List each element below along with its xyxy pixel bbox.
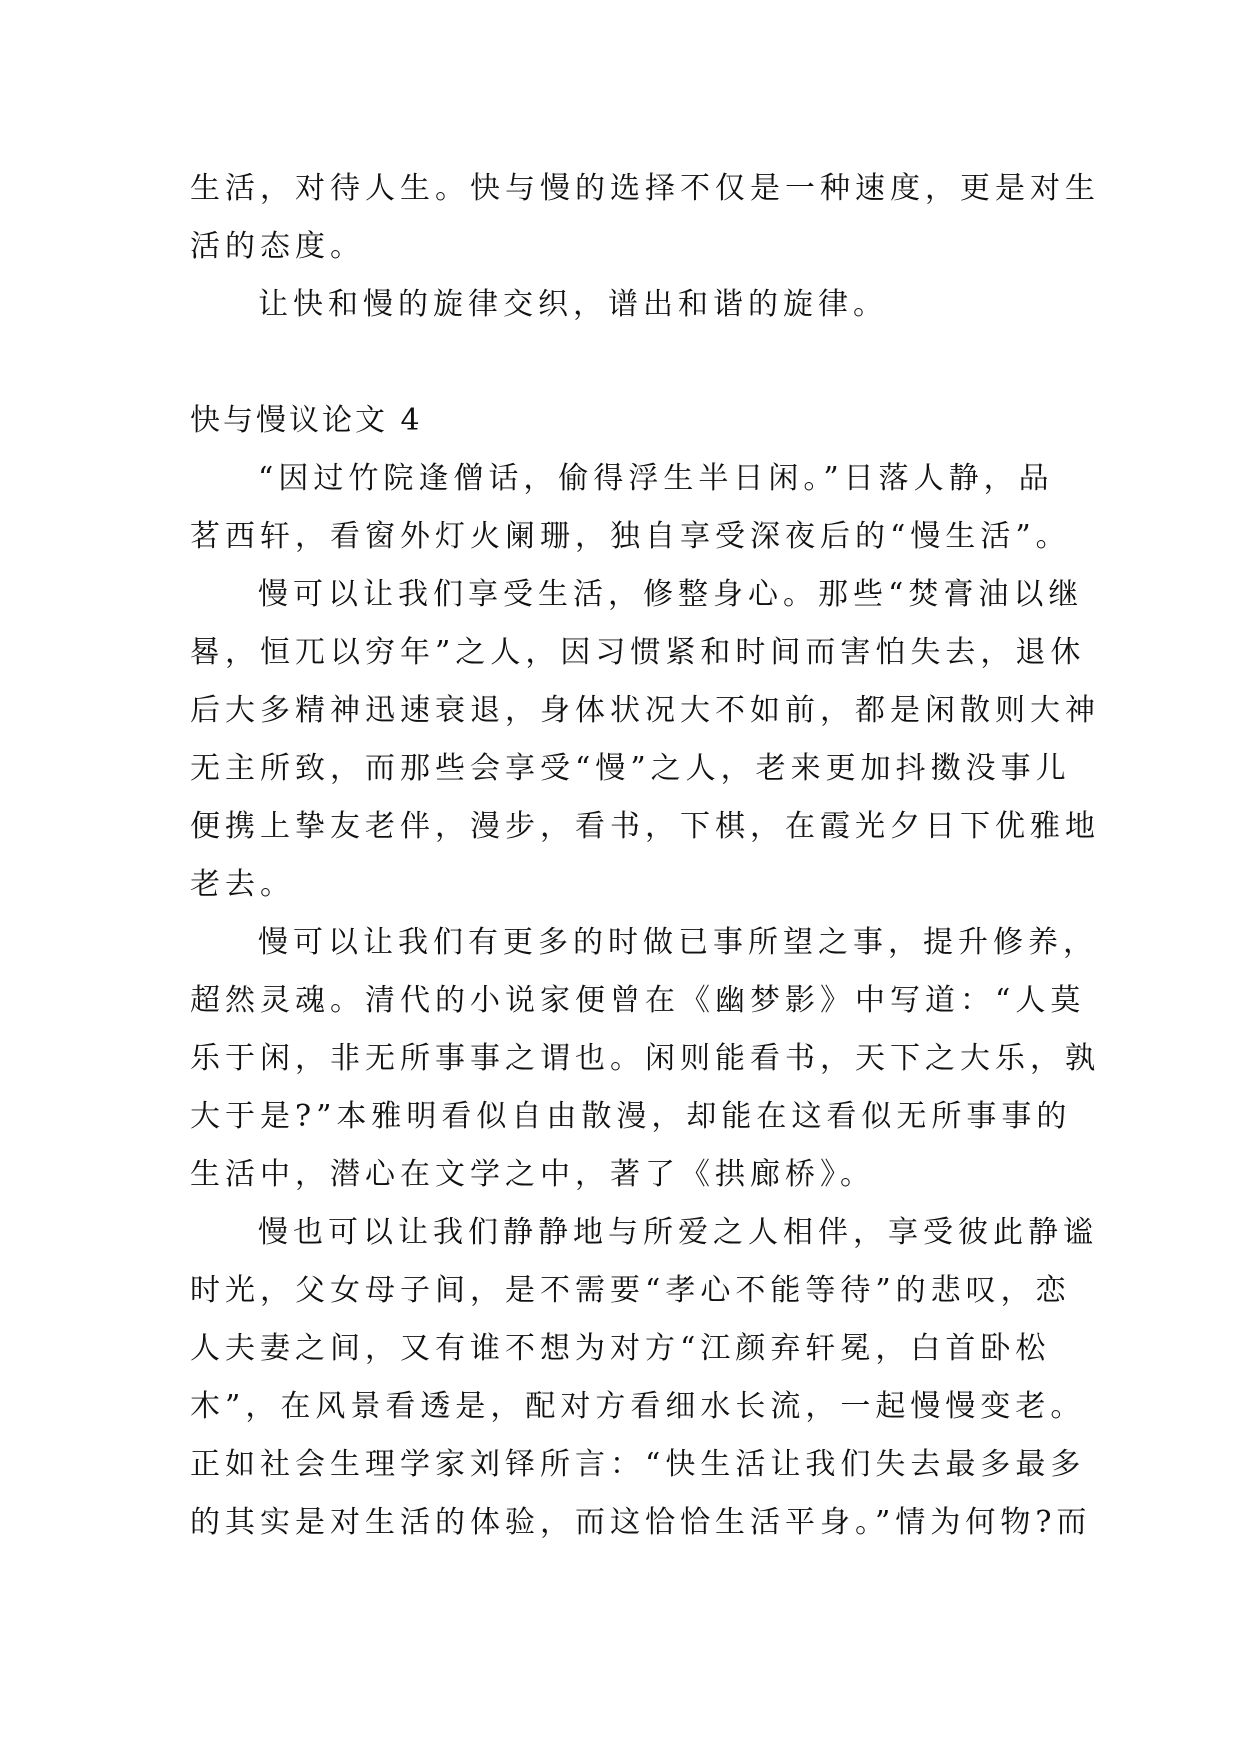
- paragraph-4: [190, 1204, 1098, 1552]
- paragraph-2: [190, 566, 1100, 914]
- text-line: 活的态度。: [190, 229, 365, 264]
- text-line: 无主所致，而那些会享受“慢”之人，老来更加抖擞没事儿: [190, 751, 1071, 786]
- text-line: 的其实是对生活的体验，而这恰恰生活平身。”情为何物?而: [190, 1505, 1092, 1540]
- text-line: 乐于闲，非无所事事之谓也。闲则能看书，天下之大乐，孰: [190, 1041, 1100, 1076]
- text-line: 生活，对待人生。快与慢的选择不仅是一种速度，更是对生: [190, 171, 1100, 206]
- text-line: 慢可以让我们享受生活，修整身心。那些“焚膏油以继: [258, 577, 1084, 612]
- text-line: 生活中，潜心在文学之中，著了《拱廊桥》。: [190, 1157, 875, 1192]
- text-line: 人夫妻之间，又有谁不想为对方“江颜弃轩冕，白首卧松: [190, 1331, 1051, 1366]
- text-line: 正如社会生理学家刘铎所言：“快生活让我们失去最多最多: [190, 1447, 1086, 1482]
- paragraph-1: [190, 450, 1071, 566]
- section-title: 快与慢议论文 4: [190, 403, 423, 438]
- text-line: “因过竹院逢僧话，偷得浮生半日闲。”日落人静，品: [258, 461, 1054, 496]
- section-spacer: [190, 334, 1060, 392]
- text-line: 茗西轩，看窗外灯火阑珊，独自享受深夜后的“慢生活”。: [190, 519, 1071, 554]
- text-line: 时光，父女母子间，是不需要“孝心不能等待”的悲叹，恋: [190, 1273, 1071, 1308]
- text-line: 木”，在风景看透是，配对方看细水长流，一起慢慢变老。: [190, 1389, 1086, 1424]
- text-line: 让快和慢的旋律交织，谱出和谐的旋律。: [258, 287, 888, 322]
- document-page: [190, 160, 1100, 1552]
- text-line: 晷，恒兀以穷年”之人，因习惯紧和时间而害怕失去，退休: [190, 635, 1086, 670]
- paragraph-closing: [190, 276, 1060, 334]
- text-line: 慢可以让我们有更多的时做已事所望之事，提升修养，: [258, 925, 1098, 960]
- text-line: 后大多精神迅速衰退，身体状况大不如前，都是闲散则大神: [190, 693, 1100, 728]
- text-line: 慢也可以让我们静静地与所爱之人相伴，享受彼此静谧: [258, 1215, 1098, 1250]
- paragraph-continued: [190, 160, 1100, 276]
- text-line: 超然灵魂。清代的小说家便曾在《幽梦影》中写道：“人莫: [190, 983, 1086, 1018]
- paragraph-3: [190, 914, 1100, 1204]
- text-line: 老去。: [190, 867, 295, 902]
- text-line: 便携上挚友老伴，漫步，看书，下棋，在霞光夕日下优雅地: [190, 809, 1100, 844]
- text-line: 大于是?”本雅明看似自由散漫，却能在这看似无所事事的: [190, 1099, 1072, 1134]
